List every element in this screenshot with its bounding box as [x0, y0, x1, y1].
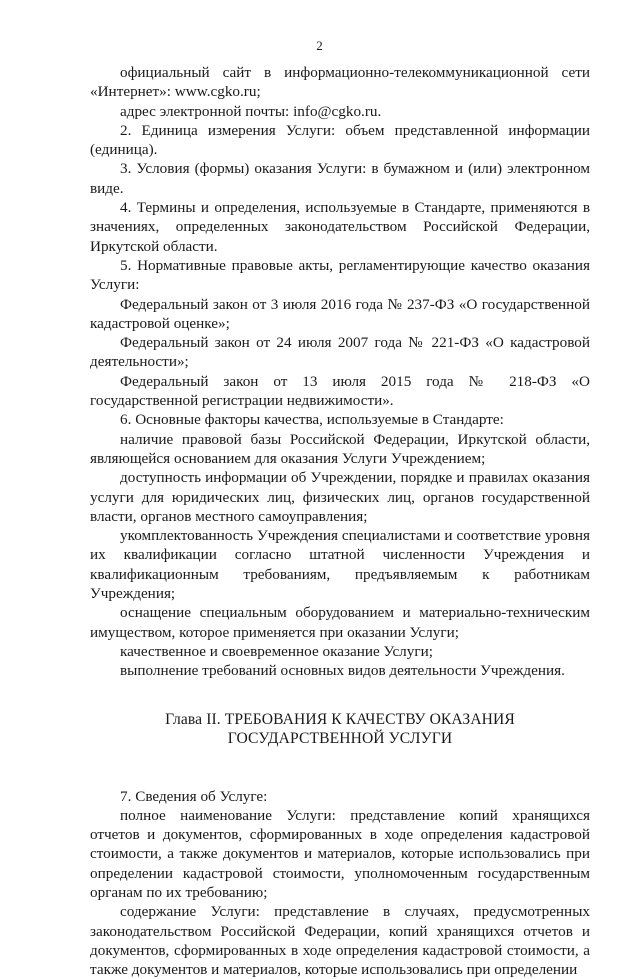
paragraph-availability: доступность информации об Учреждении, порядке и правилах оказания услуги для юридических лиц, физических лиц, органов государственной власти, органов местного самоуправления; — [90, 469, 590, 525]
chapter-heading — [90, 710, 590, 749]
paragraph-equipment: оснащение специальным оборудованием и материально-техническим имуществом, которое применяется при оказании Услуги; — [90, 604, 590, 641]
paragraph-service-info: 7. Сведения об Услуге: — [120, 787, 268, 805]
paragraph-law-221: Федеральный закон от 24 июля 2007 года № 221-ФЗ «О кадастровой деятельности»; — [90, 334, 590, 371]
paragraph-legal-base: наличие правовой базы Российской Федерации, Иркутской области, являющейся основанием для оказания Услуги Учреждением; — [90, 430, 590, 467]
paragraph-website: официальный сайт в информационно-телекоммуникационной сети «Интернет»: www.cgko.ru; — [90, 64, 590, 101]
paragraph-terms: 4. Термины и определения, используемые в Стандарте, применяются в значениях, определенных законодательством Российской Федерации, Иркутской области. — [90, 199, 590, 255]
paragraph-quality-factors: 6. Основные факторы качества, используемые в Стандарте: — [120, 411, 504, 429]
paragraph-content: содержание Услуги: представление в случаях, предусмотренных законодательством Российской Федерации, копий хранящихся отчетов и документов, сформированных в ходе определения кадастровой стоимости, а также документов и материалов, которые использовались при определении — [90, 903, 590, 979]
paragraph-requirements: выполнение требований основных видов деятельности Учреждения. — [120, 662, 565, 680]
chapter-heading-line-1: Глава II. ТРЕБОВАНИЯ К КАЧЕСТВУ ОКАЗАНИЯ — [165, 710, 515, 728]
paragraph-unit: 2. Единица измерения Услуги: объем представленной информации (единица). — [90, 121, 590, 159]
paragraph-full-name: полное наименование Услуги: представление копий хранящихся отчетов и документов, сформированных в ходе определения кадастровой стоимости, а также документов и материалов, которые использовались при определении кадастровой стоимости, уполномоченным государственным органам по их требованию; — [90, 806, 590, 901]
paragraph-email: адрес электронной почты: info@cgko.ru. — [120, 102, 382, 120]
paragraph-law-237: Федеральный закон от 3 июля 2016 года № 237-ФЗ «О государственной кадастровой оценке»; — [90, 295, 590, 332]
paragraph-law-218: Федеральный закон от 13 июля 2015 года № 218-ФЗ «О государственной регистрации недвижимости». — [90, 372, 590, 410]
paragraph-conditions: 3. Условия (формы) оказания Услуги: в бумажном и (или) электронном виде. — [90, 160, 590, 197]
paragraph-legal-acts: 5. Нормативные правовые акты, регламентирующие качество оказания Услуги: — [90, 256, 590, 294]
paragraph-timely: качественное и своевременное оказание Услуги; — [120, 642, 433, 660]
page-number: 2 — [316, 38, 323, 53]
document-body — [90, 63, 590, 979]
paragraph-staffing: укомплектованность Учреждения специалистами и соответствие уровня их квалификации согласно штатной численности Учреждения и квалификационным требованиям, предъявляемым к работникам Учреждения; — [90, 527, 590, 603]
chapter-heading-line-2: ГОСУДАРСТВЕННОЙ УСЛУГИ — [227, 730, 453, 747]
